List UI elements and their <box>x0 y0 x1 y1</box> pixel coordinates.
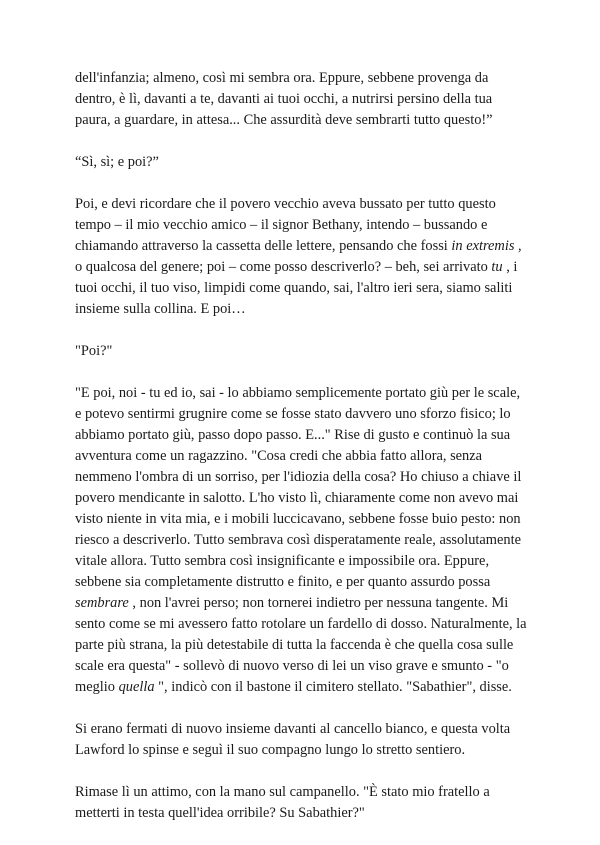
italic-text: tu <box>491 259 503 275</box>
paragraph <box>75 719 527 761</box>
text-segment: Rimase lì un attimo, con la mano sul campanello. "È stato mio fratello a metterti in testa quell'idea orribile? Su Sabathier?" <box>75 784 490 821</box>
paragraph <box>75 341 527 362</box>
text-segment: , non l'avrei perso; non tornerei indietro per nessuna tangente. Mi sento come se mi avessero fatto rotolare un fardello di dosso. Naturalmente, la parte più strana, la più detestabile di tutta la faccenda è che quella cosa sulle scale era questa" - sollevò di nuovo verso di lei un viso grave e smunto - "o meglio <box>75 595 527 695</box>
text-segment: ", indicò con il bastone il cimitero stellato. "Sabathier", disse. <box>154 679 512 695</box>
text-segment: Si erano fermati di nuovo insieme davanti al cancello bianco, e questa volta Lawford lo spinse e seguì il suo compagno lungo lo stretto sentiero. <box>75 721 511 758</box>
paragraph <box>75 152 527 173</box>
paragraph <box>75 68 527 131</box>
italic-text: in extremis <box>451 238 515 254</box>
paragraph <box>75 383 527 698</box>
italic-text: sembrare <box>75 595 129 611</box>
italic-text: quella <box>118 679 155 695</box>
text-segment: "Poi?" <box>75 343 113 359</box>
text-segment: “Sì, sì; e poi?” <box>75 154 159 170</box>
paragraph <box>75 194 527 320</box>
document-page <box>75 68 527 845</box>
text-segment: Poi, e devi ricordare che il povero vecchio aveva bussato per tutto questo tempo – il mio vecchio amico – il signor Bethany, intendo – bussando e chiamando attraverso la cassetta delle lettere, pensando che fossi <box>75 196 496 254</box>
text-segment: , i tuoi occhi, il tuo viso, limpidi come quando, sai, l'altro ieri sera, siamo saliti insieme sulla collina. E poi… <box>75 259 518 317</box>
paragraph <box>75 782 527 824</box>
text-segment: , o qualcosa del genere; poi – come posso descriverlo? – beh, sei arrivato <box>75 238 522 275</box>
text-segment: "E poi, noi - tu ed io, sai - lo abbiamo semplicemente portato giù per le scale, e potevo sentirmi grugnire come se fosse stato davvero uno sforzo fisico; lo abbiamo portato giù, passo dopo passo. E..." Rise di gusto e continuò la sua avventura come un ragazzino. "Cosa credi che abbia fatto allora, senza nemmeno l'ombra di un sorriso, per l'idiozia della cosa? Ho chiuso a chiave il povero mendicante in salotto. L'ho visto lì, chiaramente come non avevo mai visto niente in vita mia, e i mobili luccicavano, sebbene fosse buio pesto: non riesco a descriverlo. Tutto sembrava così disperatamente reale, assolutamente vitale allora. Tutto sembra così insignificante e impossibile ora. Eppure, sebbene sia completamente distrutto e finito, e per quanto assurdo possa <box>75 385 522 590</box>
text-segment: dell'infanzia; almeno, così mi sembra ora. Eppure, sebbene provenga da dentro, è lì, davanti a te, davanti ai tuoi occhi, a nutrirsi persino della tua paura, a guardare, in attesa... Che assurdità deve sembrarti tutto questo!” <box>75 70 493 128</box>
